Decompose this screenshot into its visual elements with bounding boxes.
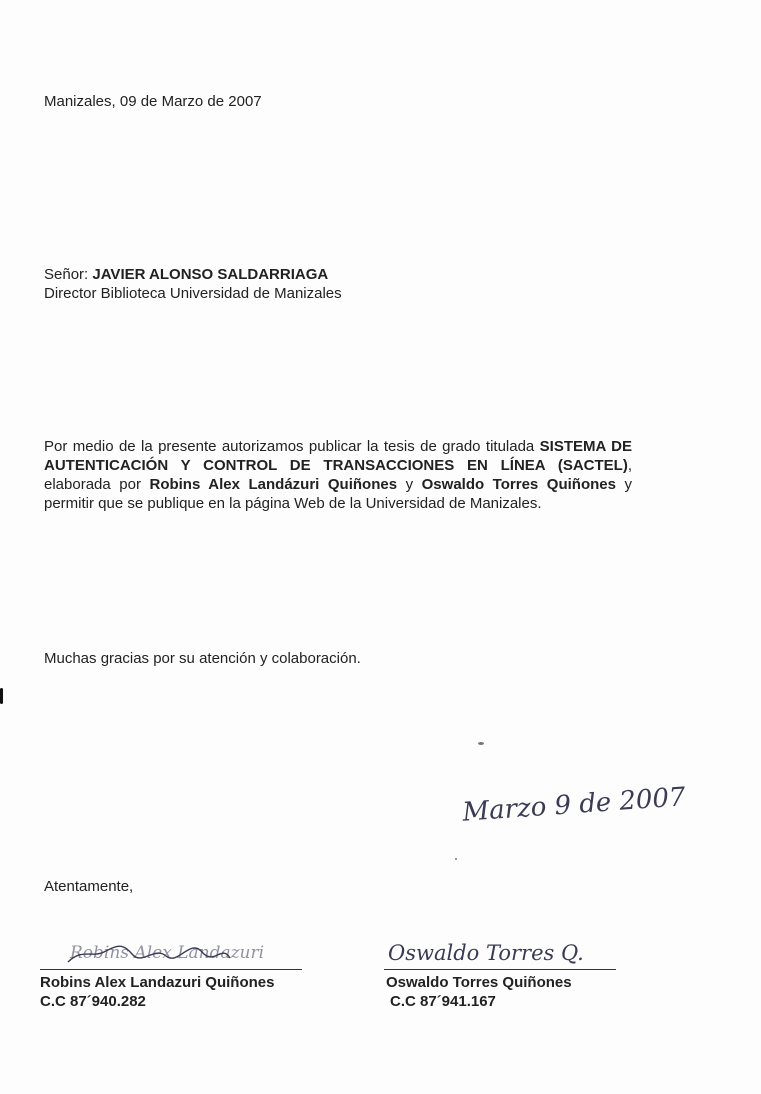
date-line: Manizales, 09 de Marzo de 2007 [44,93,262,110]
salutation: Señor: [44,266,93,283]
signature-2-line [384,969,616,970]
scan-edge-mark [0,688,3,704]
recipient-block [44,265,342,303]
handwritten-date [458,770,718,830]
signatory-1-name: Robins Alex Landazuri Quiñones [40,974,275,991]
signatory-2-id: C.C 87´941.167 [390,993,496,1010]
scan-speck [455,858,457,860]
body-by: , elaborada por [44,457,632,493]
author-2: Oswaldo Torres Quiñones [421,476,616,493]
author-1: Robins Alex Landázuri Quiñones [149,476,398,493]
scan-speck [478,742,484,745]
signature-2-text: Oswaldo Torres Q. [388,941,584,965]
signatory-2-name: Oswaldo Torres Quiñones [386,974,572,991]
recipient-name-line [44,265,342,284]
signatory-1 [40,973,310,1011]
thanks-line: Muchas gracias por su atención y colaboración. [44,650,361,667]
signature-2 [384,926,624,971]
thesis-title: SISTEMA DE AUTENTICACIÓN Y CONTROL DE TRANSACCIONES EN LÍNEA (SACTEL) [44,438,633,474]
body-intro: Por medio de la presente autorizamos publicar la tesis de grado titulada [44,438,540,455]
body-and: y [397,476,422,493]
signature-1 [62,928,265,973]
body-outro: y permitir que se publique en la página Web de la Universidad de Manizales. [44,476,633,512]
recipient-position: Director Biblioteca Universidad de Manizales [44,285,342,302]
signature-1-line [40,969,302,970]
handwritten-date-text: Marzo 9 de 2007 [461,782,687,828]
closing-line: Atentamente, [44,878,134,895]
signatory-1-id: C.C 87´940.282 [40,993,146,1010]
signatory-2 [386,973,656,1011]
signature-1-text: Robins Alex Landazuri [70,943,265,963]
body-paragraph [44,437,632,513]
recipient-name: JAVIER ALONSO SALDARRIAGA [92,266,329,283]
